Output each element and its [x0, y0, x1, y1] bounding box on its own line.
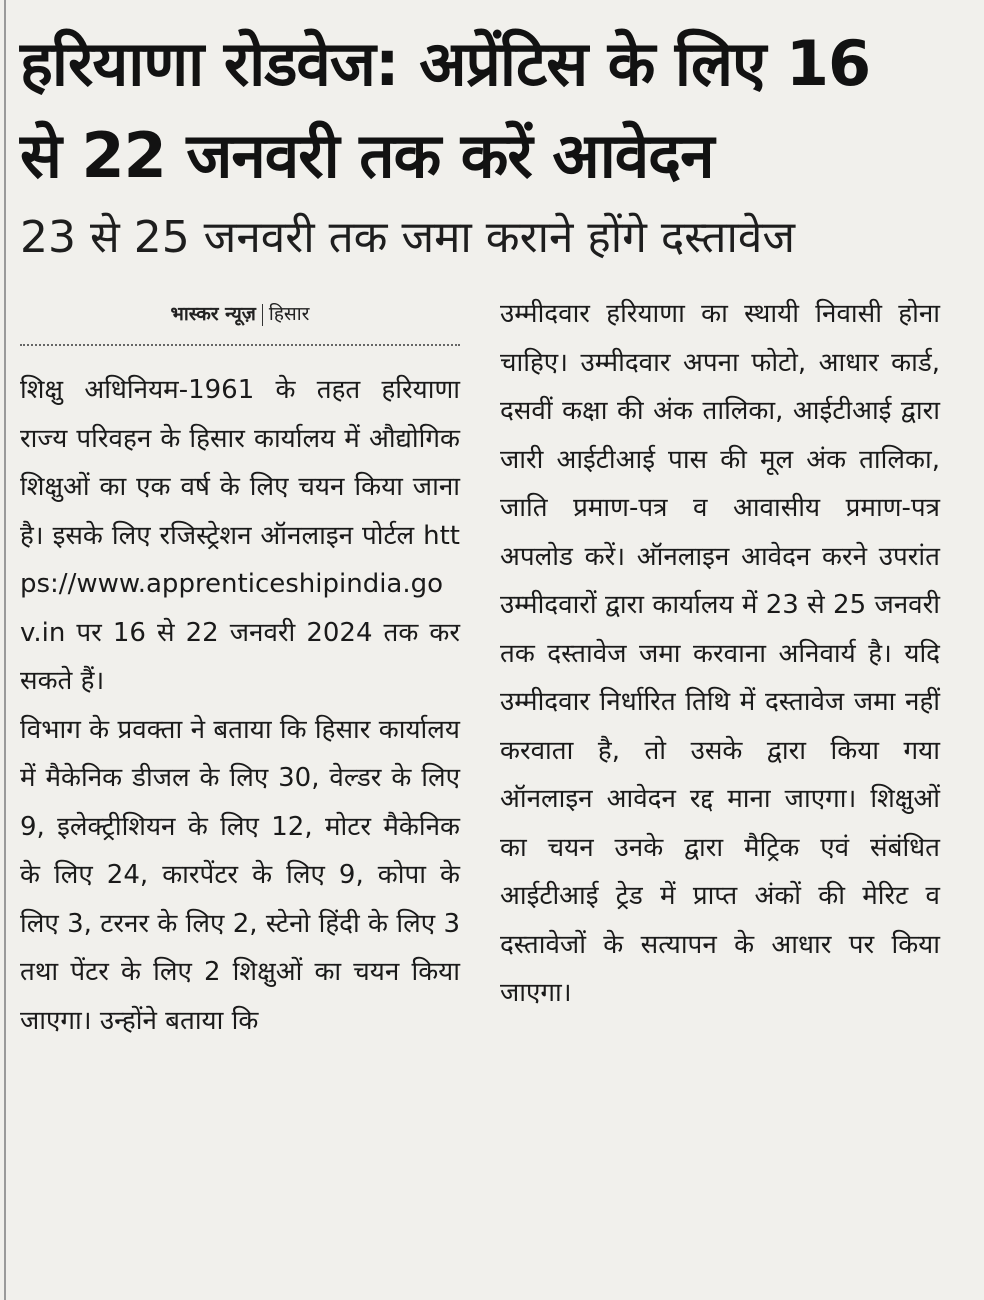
article-column-right: [500, 290, 940, 1045]
article-column-left: [20, 290, 460, 1045]
dotted-divider: [20, 344, 460, 346]
byline-source: भास्कर न्यूज़: [170, 303, 256, 325]
headline: [20, 18, 962, 202]
article-paragraph: शिक्षु अधिनियम-1961 के तहत हरियाणा राज्य परिवहन के हिसार कार्यालय में औद्योगिक शिक्षुओं का एक वर्ष के लिए चयन किया जाना है। इसके लिए रजिस्ट्रेशन ऑनलाइन पोर्टल https://www.apprenticeshipindia.gov.in पर 16 से 22 जनवरी 2024 तक कर सकते हैं।: [20, 375, 460, 696]
byline-divider: [262, 304, 263, 326]
headline-text: हरियाणा रोडवेज: अप्रेंटिस के लिए 16 से 22 जनवरी तक करें आवेदन: [20, 27, 871, 192]
article-paragraph: विभाग के प्रवक्ता ने बताया कि हिसार कार्यालय में मैकेनिक डीजल के लिए 30, वेल्डर के लिए 9, इलेक्ट्रीशियन के लिए 12, मोटर मैकेनिक के लिए 24, कारपेंटर के लिए 9, कोपा के लिए 3, टरनर के लिए 2, स्टेनो हिंदी के लिए 3 तथा पेंटर के लिए 2 शिक्षुओं का चयन किया जाएगा। उन्होंने बताया कि: [20, 714, 460, 1036]
byline-city: हिसार: [268, 303, 310, 325]
byline: [20, 290, 460, 338]
article-paragraph: उम्मीदवार हरियाणा का स्थायी निवासी होना चाहिए। उम्मीदवार अपना फोटो, आधार कार्ड, दसवीं कक्षा की अंक तालिका, आईटीआई द्वारा जारी आईटीआई पास की मूल अंक तालिका, जाति प्रमाण-पत्र व आवासीय प्रमाण-पत्र अपलोड करें। ऑनलाइन आवेदन करने उपरांत उम्मीदवारों द्वारा कार्यालय में 23 से 25 जनवरी तक दस्तावेज जमा करवाना अनिवार्य है। यदि उम्मीदवार निर्धारित तिथि में दस्तावेज जमा नहीं करवाता है, तो उसके द्वारा किया गया ऑनलाइन आवेदन रद्द माना जाएगा। शिक्षुओं का चयन उनके द्वारा मैट्रिक एवं संबंधित आईटीआई ट्रेड में प्राप्त अंकों की मेरिट व दस्तावेजों के सत्यापन के आधार पर किया जाएगा।: [500, 299, 940, 1008]
column-rule: [4, 0, 6, 1300]
article-body: [20, 290, 962, 1045]
subheadline: 23 से 25 जनवरी तक जमा कराने होंगे दस्तावेज: [20, 212, 795, 263]
